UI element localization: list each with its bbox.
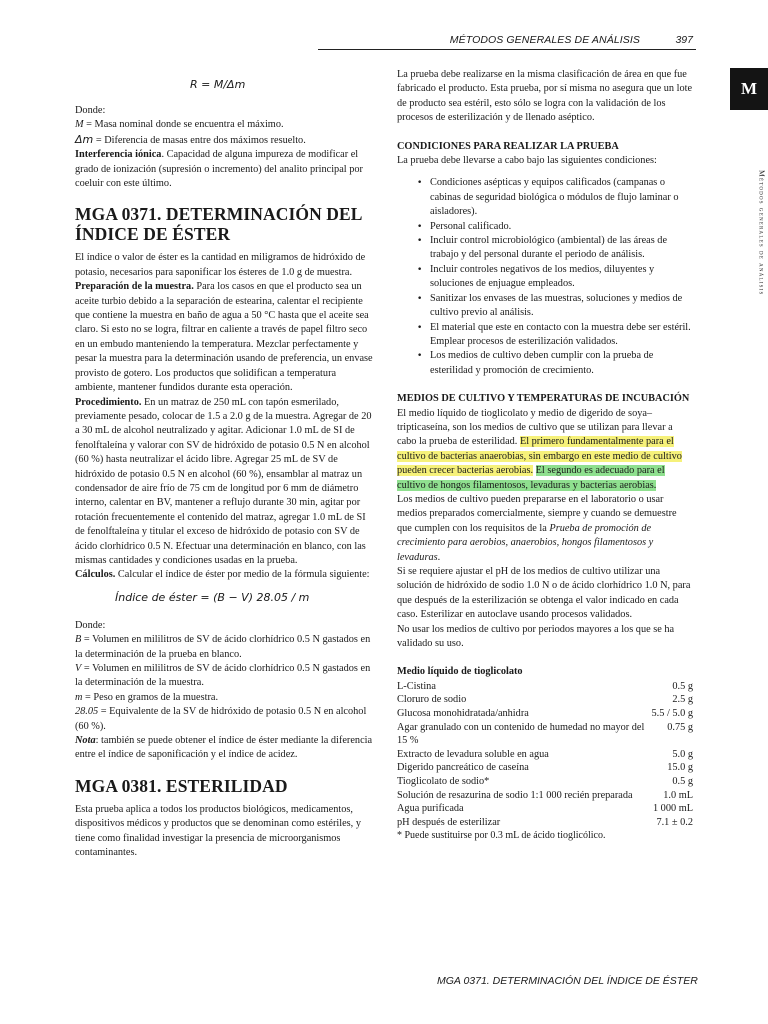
conditions-list [417,176,693,378]
medio-tioglicolato-title: Medio líquido de tioglicolato [397,666,523,678]
ingredient-amount: 0.75 g [667,721,693,733]
table-row [397,707,693,721]
ingredient-name: Digerido pancreático de caseína [397,762,529,774]
calculos-label: Cálculos. [75,569,116,581]
running-header [318,28,696,50]
donde-label-2: Donde: [75,619,106,631]
definition-mass [75,691,375,705]
condition-item: • Condiciones asépticas y equipos calificados (campanas o cabinas de seguridad biológica o módulos de flujo laminar o aisladores). [417,176,693,219]
medios-text-start: El medio líquido de tioglicolato y medio de digerido de soya–tripticaseína, son los medios de cultivo que se utilizan para llevar a cabo la prueba de esterilidad. [397,407,673,448]
calculos-paragraph [75,568,375,582]
ingredient-name: Solución de resazurina de sodio 1:1 000 recién preparada [397,789,633,801]
ingredient-name: Agar granulado con un contenido de humedad no mayor del 15 % [397,721,645,747]
mga-0381-intro: Esta prueba aplica a todos los productos biológicos, medicamentos, dispositivos médicos y productos que se denominan como estériles, y tiene como finalidad investigar la presencia de microorganismos contaminantes. [75,803,361,859]
procedimiento-paragraph [75,396,375,569]
interferencia-label: Interferencia iónica [75,149,162,161]
condiciones-intro: La prueba debe llevarse a cabo bajo las siguientes condiciones: [397,155,657,167]
condition-item: • Los medios de cultivo deben cumplir con la prueba de esterilidad y promoción de crecimiento. [417,349,693,378]
promocion-crecimiento-ref: Prueba de promoción de crecimiento para aerobios, anaerobios, hongos filamentosos y levaduras [397,522,654,563]
calculos-text: Calcular el índice de éster por medio de la fórmula siguiente: [115,569,370,581]
preparacion-label: Preparación de la muestra. [75,281,194,293]
ingredient-amount: 2.5 g [672,694,693,706]
mga-0381-heading: MGA 0381. ESTERILIDAD [75,775,288,796]
interferencia-text: . Capacidad de alguna impureza de modificar el grado de ionización (supresión o incremento) del analito principal por coeluir con este último. [75,149,363,190]
ingredient-amount: 5.0 g [672,748,693,760]
definition-2805 [75,705,375,734]
condition-item: • Incluir control microbiológico (ambiental) de las áreas de trabajo y del personal durante el periodo de análisis. [417,234,693,263]
left-column [75,72,375,860]
sterility-area-paragraph: La prueba debe realizarse en la misma clasificación de área en que fue fabricado el producto. Esta prueba, por sí misma no asegura que un lote de producto sea estéril, esto sólo se logra con la validación de los procesos de esterilización y de llenado aséptico. [397,69,693,124]
ingredient-name: Extracto de levadura soluble en agua [397,748,549,760]
ingredient-amount: 7.1 ± 0.2 [656,816,693,828]
symbol-mass: m [75,691,83,703]
ingredient-amount: 15.0 g [667,762,693,774]
medio-composition-table [397,680,693,830]
symbol-2805: 28.05 [75,706,99,718]
procedimiento-label: Procedimiento. [75,396,142,408]
table-row [397,693,693,707]
interferencia-paragraph [75,148,375,191]
definition-b-text: = Volumen en mililitros de SV de ácido clorhídrico 0.5 N gastados en la determinación de la prueba en blanco. [75,634,371,660]
section-tab-letter: M [740,78,758,98]
medios-paragraph [397,407,693,493]
mga-0371-heading-line1: MGA 0371. DETERMINACIÓN DEL [75,204,363,225]
medios-preparation-text: Los medios de cultivo pueden prepararse en el laboratorio o usar medios preparados comercialmente, siempre y cuando se demuestre que cumplen con los requisitos de la [397,493,677,534]
mga-0371-intro: El índice o valor de éster es la cantidad en miligramos de hidróxido de potasio, necesarios para saponificar los ésteres de 1.0 g de muestra. [75,252,366,278]
ph-paragraph: Si se requiere ajustar el pH de los medios de cultivo utilizar una solución de hidróxido de sodio 1.0 N o de ácido clorhídrico 1.0 N, para que después de la esterilización se obtenga el valor indicado en cada caso. Esterilizar en autoclave usando procesos validados. [397,566,691,621]
ingredient-amount: 1.0 mL [663,789,693,801]
table-row [397,789,693,803]
donde-label-1: Donde: [75,105,106,116]
ingredient-name: Agua purificada [397,803,464,815]
definition-b [75,633,375,662]
table-row [397,775,693,789]
running-header-title: MÉTODOS GENERALES DE ANÁLISIS [449,34,640,46]
condiciones-heading: CONDICIONES PARA REALIZAR LA PRUEBA [397,140,619,152]
ingredient-amount: 0.5 g [672,776,693,787]
page-number: 397 [675,34,693,46]
table-row [397,761,693,775]
ingredient-name: Cloruro de sodio [397,694,467,706]
ingredient-amount: 1 000 mL [652,803,693,815]
highlight-green: El segundo es adecuado para el cultivo de hongos filamentosos, levaduras y bacterias aerobias. [397,465,665,491]
definition-2805-text: = Equivalente de la SV de hidróxido de potasio 0.5 N en alcohol (60 %). [75,706,367,732]
nota-paragraph [75,734,375,763]
table-row [397,680,693,694]
table-row [397,816,693,830]
definition-v [75,662,375,691]
mga-0371-heading [75,204,375,244]
condition-item: • Incluir controles negativos de los medios, diluyentes y soluciones de enjuague empleados. [417,263,693,292]
procedimiento-text: En un matraz de 250 mL con tapón esmerilado, previamente pesado, colocar de 1.5 a 2.0 g de la muestra. Agregar de 20 a 30 mL de alcohol neutralizado y agitar. Adicionar 1.0 mL de SI de fenolftaleína y valorar con SV de hidróxido de potasio 0.5 N en alcohol (60 %) hasta neutralizar el ácido libre. Agregar 25 mL de SV de hidróxido de potasio 0.5 N en alcohol (60 %), ensamblar al matraz un condensador de aire frío de 75 cm de longitud por 6 mm de diámetro interno, calentar en BV, mantener a reflujo durante 30 min, agitar por rotación frecuentemente el contenido del matraz, agregar 1.0 mL de SI de fenolftaleína y titular el exceso de hidróxido de potasio con SV de ácido clorhídrico 0.5 N. Efectuar una determinación en blanco, con las mismas cantidades y condiciones usadas en la prueba. [75,396,372,566]
table-row [397,721,693,748]
table-footnote: * Puede sustituirse por 0.3 mL de ácido tioglicólico. [397,830,606,842]
condition-item: • El material que este en contacto con la muestra debe ser estéril. Emplear procesos de esterilización validados. [417,321,693,350]
ingredient-name: Tioglicolato de sodio* [397,776,490,787]
nota-label: Nota [75,735,96,747]
table-row [397,802,693,816]
no-usar-paragraph: No usar los medios de cultivo por periodos mayores a los que se ha validado su uso. [397,623,675,650]
symbol-b: B [75,634,82,646]
ingredient-name: Glucosa monohidratada/anhidra [397,708,529,720]
definition-m-text: = Masa nominal donde se encuentra el máximo. [83,119,284,131]
highlight-yellow: El primero fundamentalmente para el cultivo de bacterias anaerobias, sin embargo en este medio de cultivo pueden crecer bacterias aerobias. [397,436,682,477]
medios-preparation-paragraph [397,493,693,565]
table-row [397,748,693,762]
ingredient-amount: 5.5 / 5.0 g [651,708,693,720]
definition-v-text: = Volumen en mililitros de SV de ácido clorhídrico 0.5 N gastados en la determinación de la muestra. [75,663,371,689]
definition-delta-m-text: = Diferencia de masas entre dos máximos resuelto. [93,134,306,146]
nota-text: : también se puede obtener el índice de éster mediante la diferencia entre el índice de saponificación y el índice de acidez. [75,735,373,761]
ester-index-formula: Índice de éster = (B − V) 28.05 / m [115,590,310,604]
symbol-m: M [75,119,84,131]
right-column [397,68,693,844]
running-footer: MGA 0371. DETERMINACIÓN DEL ÍNDICE DE ÉSTER [437,975,698,987]
preparacion-paragraph [75,280,375,395]
definition-mass-text: = Peso en gramos de la muestra. [82,691,219,703]
ingredient-name: pH después de esterilizar [397,816,501,828]
section-tab [730,68,768,110]
symbol-delta-m: Δm [75,132,94,146]
symbol-v: V [75,663,82,674]
medios-preparation-end: . [437,551,441,563]
ingredient-name: L-Cistina [397,680,436,692]
mga-0371-heading-line2: ÍNDICE DE ÉSTER [75,224,231,245]
ingredient-amount: 0.5 g [672,680,693,692]
condition-item: • Sanitizar los envases de las muestras, soluciones y medios de cultivo previo al análisis. [417,292,693,321]
resolution-formula: R = M/Δm [190,78,246,91]
medios-heading: MEDIOS DE CULTIVO Y TEMPERATURAS DE INCUBACIÓN [397,393,690,405]
definition-delta-m [75,133,375,148]
condition-item: • Personal calificado. [417,220,693,234]
definition-m [75,118,375,132]
side-section-label: Métodos generales de análisis [757,170,767,296]
preparacion-text: Para los casos en que el producto sea un aceite turbio debido a la separación de estearina, calentar el recipiente que contiene la muestra en baño de agua a 50 °C hasta que el aceite sea claro. Si esto no se logra, filtrar en caliente a través de papel filtro seco en un embudo manteniendo la temperatura. Mezclar perfectamente y pesar la muestra para la determinación usando de preferencia, un envase provisto de gotero. Los productos que solidifican a temperatura ambiente, mantener fundidos durante esta operación. [75,281,373,394]
